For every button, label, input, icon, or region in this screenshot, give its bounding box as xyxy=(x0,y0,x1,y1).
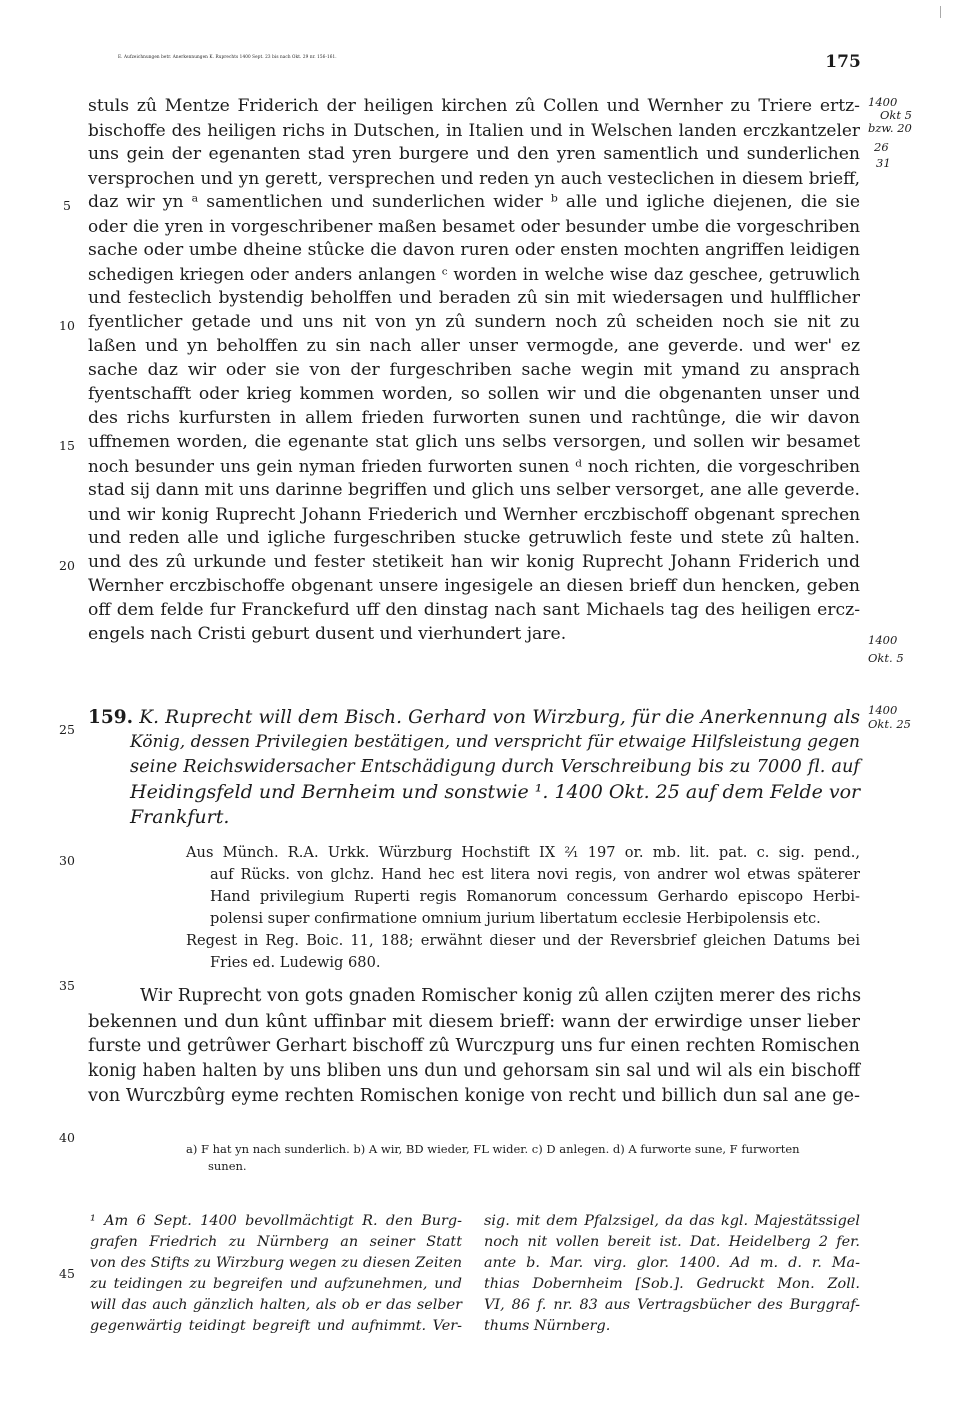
line-number: 45 xyxy=(59,1266,75,1281)
text-line: laßen und yn beholffen zu sin nach aller unser vermogde, ane geverde. und wer' ez xyxy=(88,336,860,356)
source-line: polensi super confirmatione omnium jurium libertatum ecclesie Herbipolensis etc. xyxy=(210,910,821,927)
text-line: furste und getrûwer Gerhart bischoff zû Wurczpurg uns fur einen rechten Romischen xyxy=(88,1036,860,1056)
footnote-line: ante b. Mar. virg. glor. 1400. Ad m. d. r. Ma- xyxy=(484,1255,860,1271)
source-line: auf Rücks. von glchz. Hand hec est litera novi regis, von andrer wol etwas späterer xyxy=(210,866,860,883)
section-title-line: Frankfurt. xyxy=(130,806,230,828)
section-title-line: seine Reichswidersacher Entschädigung durch Verschreibung bis zu 7000 fl. auf xyxy=(130,757,860,777)
section-title-line xyxy=(88,705,860,730)
source-line: Aus Münch. R.A. Urkk. Würzburg Hochstift IX ²⁄₁ 197 or. mb. lit. pat. c. sig. pend., xyxy=(186,844,860,861)
margin-date: bzw. 20 xyxy=(868,121,912,135)
text-line: sache oder umbe dheine stûcke die davon ruren oder ensten mochten angriffen leidigen xyxy=(88,240,860,260)
margin-date: Okt 5 xyxy=(880,108,912,122)
margin-date: 26 xyxy=(874,140,889,154)
text-line: von Wurczbûrg eyme rechten Romischen konige von recht und billich dun sal ane ge- xyxy=(88,1086,860,1106)
line-number: 40 xyxy=(59,1130,75,1145)
text-line: uffnemen worden, die egenante stat glich uns selbs versorgen, und sollen wir besamet xyxy=(88,432,860,452)
footnote-line: gegenwärtig teidingt begreift und aufnimmt. Ver- xyxy=(90,1318,462,1334)
source-line: Regest in Reg. Boic. 11, 188; erwähnt dieser und der Reversbrief gleichen Datums bei xyxy=(186,932,860,949)
footnote-line: noch nit vollen bereit ist. Dat. Heidelberg 2 fer. xyxy=(484,1234,860,1250)
footnote-line: grafen Friedrich zu Nürnberg an seiner Statt xyxy=(90,1234,462,1250)
text-line: und des zû urkunde und fester stetikeit han wir konig Ruprecht Johann Friderich und xyxy=(88,552,860,572)
footnote-line: von des Stifts zu Wirzburg wegen zu diesen Zeiten xyxy=(90,1255,462,1271)
text-line: des richs kurfursten in allem frieden furworten sunen und rachtûnge, die wir davon xyxy=(88,408,860,428)
text-line: Wir Ruprecht von gots gnaden Romischer konig zû allen czijten merer des richs xyxy=(140,986,862,1006)
text-line: und wir konig Ruprecht Johann Friederich und Wernher erczbischoff obgenant sprechen xyxy=(88,504,860,524)
text-line: fyentlicher getade und uns nit von yn zû sundern noch zû scheiden noch sie nit zu xyxy=(88,312,860,332)
running-header xyxy=(118,52,861,72)
line-number: 10 xyxy=(59,318,75,333)
text-line: und reden alle und igliche furgeschriben stucke getruwlich feste und stete zû halten. xyxy=(88,528,860,548)
text-line: sache daz wir oder sie von der furgeschriben sache wegin mit ymand zu ansprach xyxy=(88,360,860,380)
text-line: off dem felde fur Franckefurd uff den dinstag nach sant Michaels tag des heiligen ercz- xyxy=(88,600,860,620)
text-line: uns gein der egenanten stad yren burgere und den yren samentlich und sunderlichen xyxy=(88,144,860,164)
scan-mark xyxy=(940,6,947,18)
line-number: 15 xyxy=(59,438,75,453)
margin-date: 1400 xyxy=(868,703,898,717)
section-title-line: Heidingsfeld und Bernheim und sonstwie ¹. 1400 Okt. 25 auf dem Felde vor xyxy=(130,781,861,803)
line-number: 25 xyxy=(59,722,75,737)
text-line: bekennen und dun kûnt uffinbar mit diesem brieff: wann der erwirdige unser lieber xyxy=(88,1011,860,1032)
section-title-line: König, dessen Privilegien bestätigen, und verspricht für etwaige Hilfsleistung gegen xyxy=(130,732,860,752)
text-line: und festeclich bystendig beholffen und beraden zû sin mit wiedersagen und hulfflicher xyxy=(88,288,860,308)
text-line: schedigen kriegen oder anders anlangen ᶜ worden in welche wise daz geschee, getruwlich xyxy=(88,264,860,284)
text-line: stuls zû Mentze Friderich der heiligen kirchen zû Collen und Wernher zu Triere ertz- xyxy=(88,96,860,116)
text-line: noch besunder uns gein nyman frieden furworten sunen ᵈ noch richten, die vorgeschriben xyxy=(88,456,860,476)
line-number: 35 xyxy=(59,978,75,993)
text-line: engels nach Cristi geburt dusent und vierhundert jare. xyxy=(88,624,567,644)
footnote-line: thums Nürnberg. xyxy=(484,1318,611,1334)
margin-date: 1400 xyxy=(868,633,898,647)
source-line: Hand privilegium Ruperti regis Romanorum concessum Gerhardo episcopo Herbi- xyxy=(210,888,860,905)
text-line: konig haben halten by uns bliben uns dun und gehorsam sin sal und wil als ein bischoff xyxy=(88,1061,860,1081)
footnote-line: VI, 86 f. nr. 83 aus Vertragsbücher des Burggraf- xyxy=(484,1297,860,1313)
text-line: bischoffe des heiligen richs in Dutschen, in Italien und in Welschen landen erczkantzeler xyxy=(88,120,860,140)
text-line: Wernher erczbischoffe obgenant unsere ingesigele an diesen brieff dun hencken, geben xyxy=(88,576,860,596)
line-number: 30 xyxy=(59,853,75,868)
margin-date: Okt. 25 xyxy=(868,717,911,731)
text-line: versprochen und yn gerett, versprechen und reden yn auch vesteclichen in diesem brieff, xyxy=(88,168,860,188)
footnote-line: will das auch gänzlich halten, als ob er das selber xyxy=(90,1297,462,1313)
text-line: stad sij dann mit uns darinne begriffen und glich uns selber versorget, ane alle geverde. xyxy=(88,480,860,500)
footnote-line: zu teidingen zu begreifen und aufzunehmen, und xyxy=(90,1276,462,1292)
section-title-text: K. Ruprecht will dem Bisch. Gerhard von Wirzburg, für die Anerkennung als xyxy=(139,707,860,728)
line-number: 20 xyxy=(59,558,75,573)
text-line: oder die yren in vorgeschribener maßen besamet oder besunder umbe die vorgeschriben xyxy=(88,216,860,236)
page-number: 175 xyxy=(825,52,861,72)
margin-date: 31 xyxy=(876,156,891,170)
footnote-line: thias Dobernheim [Sob.]. Gedruckt Mon. Zoll. xyxy=(484,1276,860,1292)
text-line: fyentschafft oder krieg kommen worden, so sollen wir und die obgenanten unser und xyxy=(88,384,860,404)
text-line: daz wir yn ᵃ samentlichen und sunderlichen wider ᵇ alle und igliche diejenen, die sie xyxy=(88,192,860,212)
footnote-line: ¹ Am 6 Sept. 1400 bevollmächtigt R. den Burg- xyxy=(90,1213,462,1229)
margin-date: 1400 xyxy=(868,95,898,109)
footnote-line: sig. mit dem Pfalzsigel, da das kgl. Majestätssigel xyxy=(484,1213,860,1229)
source-line: Fries ed. Ludewig 680. xyxy=(210,954,381,971)
section-number: 159. xyxy=(88,707,134,728)
critical-note: sunen. xyxy=(208,1159,247,1173)
running-title: E. Aufzeichnungen betr. Anerkennungen K. Ruprechts 1400 Sept. 23 bis nach Okt. 29 nr. 156-161. xyxy=(118,54,337,59)
line-number: 5 xyxy=(63,198,71,213)
critical-note: a) F hat yn nach sunderlich. b) A wir, BD wieder, FL wider. c) D anlegen. d) A furworte sune, F furworten xyxy=(186,1142,800,1156)
margin-date: Okt. 5 xyxy=(868,651,904,665)
